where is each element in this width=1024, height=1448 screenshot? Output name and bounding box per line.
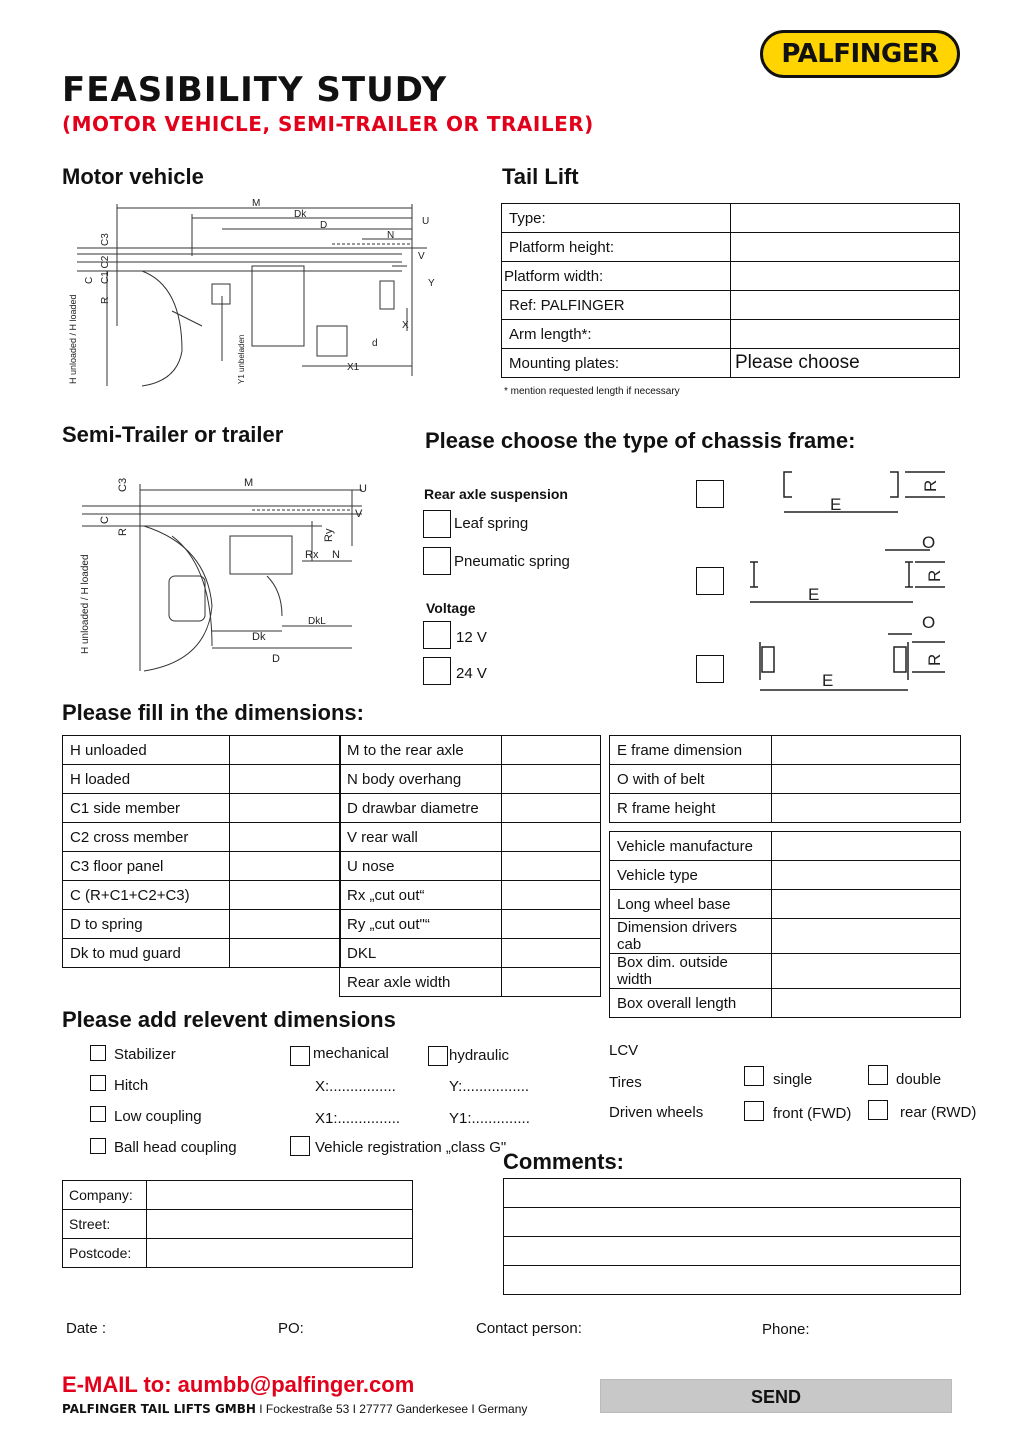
box-width-input[interactable] — [772, 954, 961, 989]
dim-label-d: D — [272, 653, 280, 665]
dim-label-r: R — [100, 296, 111, 304]
low-coupling-checkbox[interactable] — [90, 1106, 106, 1122]
dimensions-table-1 — [62, 735, 341, 968]
hitch-checkbox[interactable] — [90, 1075, 106, 1091]
semi-trailer-heading: Semi-Trailer or trailer — [62, 422, 284, 447]
h-loaded-input[interactable] — [230, 765, 341, 794]
comments-line-1[interactable] — [504, 1179, 961, 1208]
frame-label-e: E — [822, 671, 834, 690]
lcv-label: LCV — [609, 1042, 639, 1059]
comments-line-3[interactable] — [504, 1237, 961, 1266]
frame-label-e: E — [830, 495, 842, 514]
dimensions-table-3 — [609, 735, 961, 823]
box-length-input[interactable] — [772, 989, 961, 1018]
table-row — [502, 320, 960, 349]
dim-label-h-unloaded: H unloaded — [63, 736, 230, 765]
dim-label-u: U — [359, 483, 367, 495]
comments-line-2[interactable] — [504, 1208, 961, 1237]
hydraulic-label: hydraulic — [449, 1047, 510, 1064]
dimensions-table-2 — [339, 735, 601, 997]
tires-label: Tires — [609, 1074, 642, 1091]
voltage-heading: Voltage — [426, 600, 476, 616]
voltage-24v-checkbox[interactable] — [423, 657, 451, 685]
u-input[interactable] — [502, 852, 601, 881]
hitch-label: Hitch — [114, 1077, 149, 1094]
email-link[interactable]: E-MAIL to: aumbb@palfinger.com — [62, 1372, 415, 1397]
comments-heading: Comments: — [503, 1149, 625, 1174]
drivers-cab-label: Dimension drivers cab — [610, 919, 772, 954]
registration-checkbox[interactable] — [290, 1136, 310, 1156]
arm-length-input[interactable] — [731, 320, 960, 349]
c-input[interactable] — [230, 881, 341, 910]
stabilizer-checkbox[interactable] — [90, 1045, 106, 1061]
tail-lift-heading: Tail Lift — [502, 164, 579, 189]
dim-label-h: H unloaded / H loaded — [68, 294, 78, 384]
dim-label-c3: C3 — [117, 477, 129, 492]
tail-lift-label: Mounting plates: — [502, 349, 731, 378]
dim-label-d: D to spring — [63, 910, 230, 939]
c3-input[interactable] — [230, 852, 341, 881]
dim-label-h-loaded: H loaded — [63, 765, 230, 794]
dim-label-h: H unloaded / H loaded — [80, 554, 91, 654]
c1-input[interactable] — [230, 794, 341, 823]
motor-vehicle-heading: Motor vehicle — [62, 164, 204, 189]
frame-label-r: R — [925, 653, 944, 666]
dim-label-e-frame: E frame dimension — [610, 736, 772, 765]
dim-label-dk: Dk — [252, 631, 266, 643]
dim-label-dkl: DKL — [340, 939, 502, 968]
tail-lift-label: Ref: PALFINGER — [502, 291, 731, 320]
street-input[interactable] — [147, 1210, 413, 1239]
frame-type-1-checkbox[interactable] — [696, 480, 724, 508]
arm-length-note: * mention requested length if necessary — [504, 386, 680, 397]
tires-double-label: double — [896, 1071, 942, 1088]
rear-axle-heading: Rear axle suspension — [424, 486, 568, 502]
dim-label-c: C — [99, 516, 111, 524]
drawbar-input[interactable] — [502, 794, 601, 823]
dim-label-c1c2: C1 C2 — [100, 255, 111, 284]
contact-person-label: Contact person: — [476, 1320, 582, 1337]
dim-label-x1: X1 — [347, 362, 360, 373]
dkl-input[interactable] — [502, 939, 601, 968]
tires-single-checkbox[interactable] — [744, 1066, 764, 1086]
page-subtitle: (MOTOR VEHICLE, SEMI-TRAILER OR TRAILER) — [62, 112, 594, 136]
ref-palfinger-input[interactable] — [731, 291, 960, 320]
dimensions-heading: Please fill in the dimensions: — [62, 700, 364, 725]
dim-label-v: V — [418, 251, 425, 262]
vehicle-type-input[interactable] — [772, 861, 961, 890]
dim-label-dk: Dk to mud guard — [63, 939, 230, 968]
tail-lift-label: Type: — [502, 204, 731, 233]
dim-label-r: R — [117, 528, 129, 536]
company-address — [62, 1402, 527, 1416]
semi-trailer-diagram — [72, 466, 367, 678]
mounting-plates-select[interactable]: Please choose — [731, 349, 960, 378]
frame-label-r: R — [921, 479, 940, 492]
rear-wheel-drive-checkbox[interactable] — [868, 1100, 888, 1120]
dim-label-c: C — [84, 276, 95, 284]
dim-label-c: C (R+C1+C2+C3) — [63, 881, 230, 910]
mechanical-label: mechanical — [313, 1045, 389, 1062]
hydraulic-checkbox[interactable] — [428, 1046, 448, 1066]
ball-head-coupling-checkbox[interactable] — [90, 1138, 106, 1154]
front-wheel-drive-checkbox[interactable] — [744, 1101, 764, 1121]
company-label: Company: — [63, 1181, 147, 1210]
mechanical-checkbox[interactable] — [290, 1046, 310, 1066]
ball-head-coupling-label: Ball head coupling — [114, 1139, 237, 1156]
table-row — [502, 291, 960, 320]
d-input[interactable] — [230, 910, 341, 939]
front-wheel-drive-label: front (FWD) — [773, 1105, 852, 1122]
dim-label-rear-axle-width: Rear axle width — [340, 968, 502, 997]
motor-vehicle-diagram — [62, 196, 452, 388]
page-title: FEASIBILITY STUDY — [62, 70, 448, 110]
comments-table — [503, 1178, 961, 1295]
x1-field[interactable]: X1:............... — [315, 1110, 401, 1127]
rx-input[interactable] — [502, 881, 601, 910]
m-input[interactable] — [502, 736, 601, 765]
date-label: Date : — [66, 1320, 107, 1337]
dim-label-n: N — [387, 230, 395, 241]
low-coupling-label: Low coupling — [114, 1108, 202, 1125]
drivers-cab-input[interactable] — [772, 919, 961, 954]
dim-label-rx: Rx „cut out“ — [340, 881, 502, 910]
company-name: PALFINGER TAIL LIFTS GMBH — [62, 1402, 256, 1416]
voltage-24v-label: 24 V — [456, 665, 487, 682]
vehicle-type-label: Vehicle type — [610, 861, 772, 890]
dim-label-ry: Ry „cut out"“ — [340, 910, 502, 939]
wheel-base-input[interactable] — [772, 890, 961, 919]
dim-label-r-frame: R frame height — [610, 794, 772, 823]
relevant-heading: Please add relevent dimensions — [62, 1007, 396, 1032]
vehicle-manufacture-input[interactable] — [772, 832, 961, 861]
dim-label-n: N — [332, 549, 340, 561]
c2-input[interactable] — [230, 823, 341, 852]
comments-line-4[interactable] — [504, 1266, 961, 1295]
y1-field[interactable]: Y1:.............. — [449, 1110, 530, 1127]
dim-label-o-belt: O with of belt — [610, 765, 772, 794]
h-unloaded-input[interactable] — [230, 736, 341, 765]
n-input[interactable] — [502, 765, 601, 794]
driven-wheels-label: Driven wheels — [609, 1104, 704, 1121]
platform-width-input[interactable] — [731, 262, 960, 291]
dim-label-n: N body overhang — [340, 765, 502, 794]
platform-height-input[interactable] — [731, 233, 960, 262]
dim-label-v: V — [355, 508, 363, 520]
leaf-spring-checkbox[interactable] — [423, 510, 451, 538]
phone-label: Phone: — [762, 1321, 810, 1338]
x-field[interactable]: X:................ — [315, 1078, 396, 1095]
wheel-base-label: Long wheel base — [610, 890, 772, 919]
tail-lift-type-input[interactable] — [731, 204, 960, 233]
tail-lift-label: Platform width: — [502, 262, 731, 291]
table-row — [502, 233, 960, 262]
frame-type-3-checkbox[interactable] — [696, 655, 724, 683]
chassis-frame-diagrams — [740, 462, 960, 692]
company-input[interactable] — [147, 1181, 413, 1210]
dim-label-dk: Dk — [294, 209, 307, 220]
dim-label-c2: C2 cross member — [63, 823, 230, 852]
dim-label-c3: C3 floor panel — [63, 852, 230, 881]
dim-label-u: U — [422, 216, 430, 227]
pneumatic-spring-checkbox[interactable] — [423, 547, 451, 575]
table-row — [502, 262, 960, 291]
box-length-label: Box overall length — [610, 989, 772, 1018]
registration-label: Vehicle registration „class G" — [315, 1139, 507, 1156]
company-table — [62, 1180, 413, 1268]
stabilizer-label: Stabilizer — [114, 1046, 176, 1063]
dim-label-m: M — [252, 198, 261, 209]
pneumatic-spring-label: Pneumatic spring — [454, 553, 570, 570]
frame-label-e: E — [808, 585, 820, 604]
dk-input[interactable] — [230, 939, 341, 968]
tires-single-label: single — [773, 1071, 813, 1088]
leaf-spring-label: Leaf spring — [454, 515, 529, 532]
voltage-12v-label: 12 V — [456, 629, 487, 646]
dim-label-m: M — [244, 477, 254, 489]
po-label: PO: — [278, 1320, 304, 1337]
v-input[interactable] — [502, 823, 601, 852]
e-frame-input[interactable] — [772, 736, 961, 765]
dim-label-c3: C3 — [100, 233, 111, 246]
voltage-12v-checkbox[interactable] — [423, 621, 451, 649]
rear-wheel-drive-label: rear (RWD) — [900, 1104, 977, 1121]
r-frame-input[interactable] — [772, 794, 961, 823]
frame-label-o: O — [922, 533, 936, 552]
street-label: Street: — [63, 1210, 147, 1239]
y-field[interactable]: Y:................ — [449, 1078, 530, 1095]
dim-label-rx: Rx — [305, 549, 319, 561]
box-width-label: Box dim. outside width — [610, 954, 772, 989]
dim-label-x: X — [402, 320, 409, 331]
o-belt-input[interactable] — [772, 765, 961, 794]
palfinger-logo: PALFINGER — [760, 30, 960, 78]
address-text: I Fockestraße 53 I 27777 Ganderkesee I Germany — [255, 1402, 528, 1416]
tail-lift-table — [501, 203, 960, 378]
dim-label-m: M to the rear axle — [340, 736, 502, 765]
dim-label-c1: C1 side member — [63, 794, 230, 823]
dim-label-u: U nose — [340, 852, 502, 881]
vehicle-info-table — [609, 831, 961, 1018]
dim-label-v: V rear wall — [340, 823, 502, 852]
tail-lift-label: Arm length*: — [502, 320, 731, 349]
dim-label-d: D — [320, 220, 328, 231]
frame-type-2-checkbox[interactable] — [696, 567, 724, 595]
dim-label-y1: Y1 unbeladen — [237, 334, 246, 384]
tail-lift-label: Platform height: — [502, 233, 731, 262]
postcode-input[interactable] — [147, 1239, 413, 1268]
send-button[interactable]: SEND — [600, 1379, 952, 1413]
frame-label-r: R — [925, 569, 944, 582]
table-row — [502, 204, 960, 233]
dim-label-dkl: DkL — [308, 616, 326, 627]
dim-label-drawbar: D drawbar diametre — [340, 794, 502, 823]
ry-input[interactable] — [502, 910, 601, 939]
vehicle-manufacture-label: Vehicle manufacture — [610, 832, 772, 861]
dim-label-y: Y — [428, 278, 435, 289]
table-row — [502, 349, 960, 378]
postcode-label: Postcode: — [63, 1239, 147, 1268]
dim-label-d-small: d — [372, 338, 378, 349]
chassis-heading: Please choose the type of chassis frame: — [425, 428, 856, 453]
dim-label-ry: Ry — [323, 528, 335, 542]
tires-double-checkbox[interactable] — [868, 1065, 888, 1085]
frame-label-o: O — [922, 613, 936, 632]
rear-axle-width-input[interactable] — [502, 968, 601, 997]
